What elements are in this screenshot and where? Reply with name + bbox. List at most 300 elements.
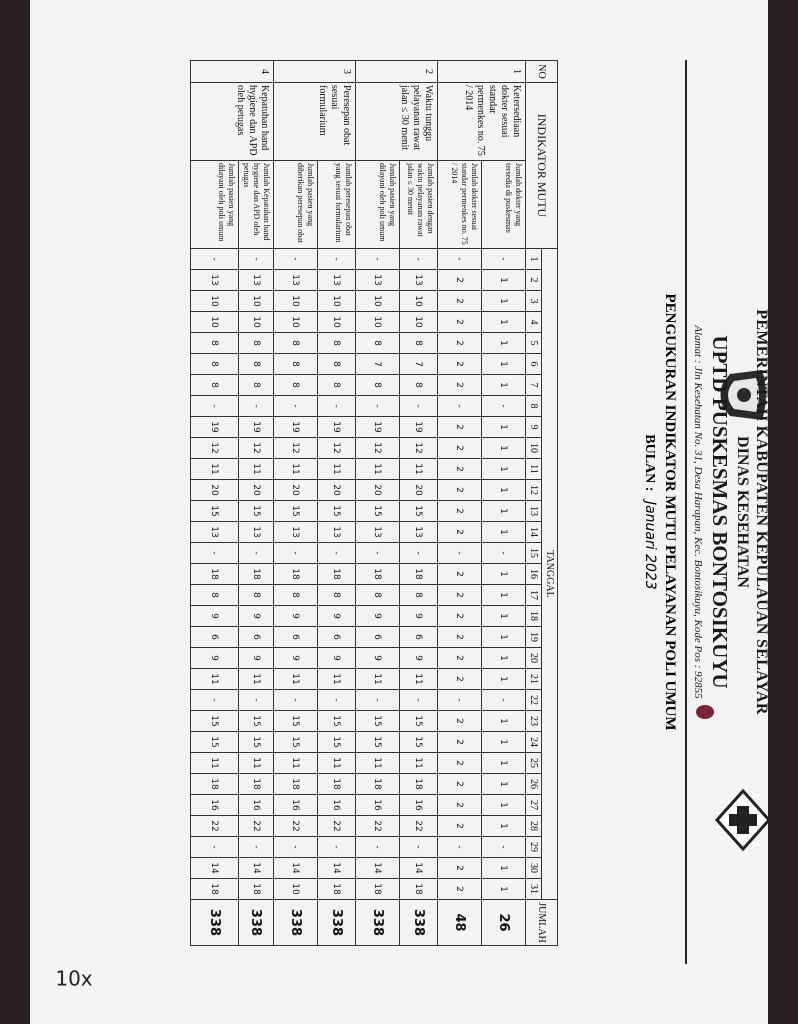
col-indikator: INDIKATOR MUTU	[526, 83, 558, 249]
day-value: -	[438, 543, 482, 564]
day-value: 8	[274, 375, 318, 396]
day-value: 8	[400, 375, 438, 396]
day-value: 15	[239, 711, 274, 732]
day-value: 18	[191, 879, 239, 900]
day-value: -	[482, 543, 526, 564]
day-value: 14	[239, 858, 274, 879]
day-value: -	[400, 837, 438, 858]
day-value: 11	[318, 459, 356, 480]
day-value: 1	[482, 438, 526, 459]
day-value: 13	[356, 522, 400, 543]
ink-spot	[696, 705, 714, 719]
day-value: 18	[318, 774, 356, 795]
table-row	[438, 61, 482, 946]
day-value: -	[318, 690, 356, 711]
row-number: 1	[438, 61, 526, 83]
day-value: 19	[239, 417, 274, 438]
day-value: 6	[191, 627, 239, 648]
day-value: 22	[274, 816, 318, 837]
day-header: 26	[526, 774, 542, 795]
day-value: 18	[239, 774, 274, 795]
day-value: 1	[482, 816, 526, 837]
day-value: 19	[274, 417, 318, 438]
day-value: 6	[318, 627, 356, 648]
day-value: 10	[274, 312, 318, 333]
day-value: 15	[191, 711, 239, 732]
day-value: 16	[318, 795, 356, 816]
day-value: 13	[318, 522, 356, 543]
day-value: 12	[191, 438, 239, 459]
quality-indicator-table	[190, 60, 558, 946]
day-value: 13	[191, 522, 239, 543]
day-value: -	[318, 837, 356, 858]
day-value: 16	[239, 795, 274, 816]
day-value: 14	[356, 858, 400, 879]
day-value: -	[274, 543, 318, 564]
day-value: 6	[400, 627, 438, 648]
day-value: 8	[318, 585, 356, 606]
day-value: 8	[400, 585, 438, 606]
day-value: 8	[318, 375, 356, 396]
day-value: 10	[356, 312, 400, 333]
day-value: 1	[482, 774, 526, 795]
day-value: 6	[356, 627, 400, 648]
day-header: 23	[526, 711, 542, 732]
day-value: 2	[438, 501, 482, 522]
day-value: -	[318, 249, 356, 270]
day-value: 7	[356, 354, 400, 375]
day-value: 2	[438, 732, 482, 753]
day-value: 11	[191, 753, 239, 774]
month-label: BULAN :	[642, 434, 657, 492]
day-value: 15	[191, 732, 239, 753]
day-header: 13	[526, 501, 542, 522]
day-value: 11	[274, 669, 318, 690]
day-header: 5	[526, 333, 542, 354]
day-value: 19	[356, 417, 400, 438]
row-total: 48	[438, 900, 482, 946]
day-value: 2	[438, 753, 482, 774]
row-total: 338	[318, 900, 356, 946]
day-value: 20	[239, 480, 274, 501]
day-value: 2	[438, 606, 482, 627]
day-value: 8	[318, 333, 356, 354]
day-header: 6	[526, 354, 542, 375]
day-value: 11	[400, 753, 438, 774]
day-value: 22	[400, 816, 438, 837]
day-header: 18	[526, 606, 542, 627]
puskesmas-name: UPTD PUSKESMAS BONTOSIKUYU	[708, 335, 732, 689]
indicator-name: Ketersediaan dokter sesuai standar permenkes no. 75 / 2014	[438, 83, 526, 161]
day-value: 20	[274, 480, 318, 501]
day-value: 2	[438, 816, 482, 837]
day-value: 1	[482, 753, 526, 774]
day-value: 11	[239, 669, 274, 690]
day-value: 6	[274, 627, 318, 648]
day-header: 28	[526, 816, 542, 837]
row-number: 3	[274, 61, 356, 83]
day-value: 9	[356, 606, 400, 627]
day-value: 2	[438, 879, 482, 900]
day-value: 16	[356, 795, 400, 816]
day-value: -	[191, 249, 239, 270]
day-header: 16	[526, 564, 542, 585]
day-header: 9	[526, 417, 542, 438]
day-value: 10	[239, 312, 274, 333]
day-value: 8	[274, 333, 318, 354]
day-value: 11	[356, 669, 400, 690]
table-row	[400, 61, 438, 946]
day-value: -	[356, 396, 400, 417]
day-value: 18	[239, 564, 274, 585]
day-value: 18	[274, 774, 318, 795]
day-value: -	[274, 396, 318, 417]
day-value: 1	[482, 270, 526, 291]
day-value: 11	[400, 459, 438, 480]
table-row	[274, 61, 318, 946]
day-value: 18	[400, 774, 438, 795]
day-value: 7	[400, 354, 438, 375]
row-total: 26	[482, 900, 526, 946]
month-line	[641, 60, 658, 964]
day-value: 18	[356, 774, 400, 795]
table-row	[482, 61, 526, 946]
day-value: 15	[239, 732, 274, 753]
day-value: 14	[274, 858, 318, 879]
month-value: Januari 2023	[642, 500, 658, 590]
day-value: 2	[438, 438, 482, 459]
day-value: 18	[318, 564, 356, 585]
day-header: 11	[526, 459, 542, 480]
day-value: 1	[482, 669, 526, 690]
day-value: 12	[356, 438, 400, 459]
day-value: 2	[438, 375, 482, 396]
day-value: -	[438, 396, 482, 417]
day-value: 8	[274, 585, 318, 606]
day-value: 9	[356, 648, 400, 669]
day-header: 17	[526, 585, 542, 606]
day-header: 31	[526, 879, 542, 900]
day-value: 15	[356, 732, 400, 753]
dept-line: DINAS KESEHATAN	[734, 436, 751, 588]
day-value: -	[482, 249, 526, 270]
day-value: 9	[318, 648, 356, 669]
indicator-name: Waktu tunggu pelayanan rawat jalan ≤ 30 menit	[356, 83, 438, 161]
day-value: 2	[438, 627, 482, 648]
day-value: 15	[356, 501, 400, 522]
col-jumlah: JUMLAH	[526, 900, 558, 946]
day-value: 19	[318, 417, 356, 438]
sub-indicator-label: Jumlah Kepatuhan hand hygiene dan APD oleh petugas	[239, 161, 274, 249]
day-value: 15	[400, 711, 438, 732]
day-value: 11	[356, 459, 400, 480]
day-value: 20	[318, 480, 356, 501]
day-value: 18	[400, 564, 438, 585]
day-value: 11	[239, 753, 274, 774]
day-value: 1	[482, 564, 526, 585]
day-value: 2	[438, 795, 482, 816]
day-value: 10	[191, 291, 239, 312]
day-value: 1	[482, 606, 526, 627]
header-rule	[685, 60, 687, 964]
day-header: 15	[526, 543, 542, 564]
day-value: 11	[318, 753, 356, 774]
day-value: 1	[482, 522, 526, 543]
day-value: 13	[191, 270, 239, 291]
indicator-name: Peresepan obat sesuai formularium	[274, 83, 356, 161]
margin-note: 10x	[55, 966, 93, 991]
day-value: 1	[482, 291, 526, 312]
day-value: 1	[482, 795, 526, 816]
day-value: 18	[191, 774, 239, 795]
day-value: 1	[482, 333, 526, 354]
day-value: -	[438, 249, 482, 270]
day-value: 1	[482, 711, 526, 732]
day-value: -	[400, 396, 438, 417]
day-value: 8	[239, 333, 274, 354]
day-value: 1	[482, 312, 526, 333]
day-value: 8	[356, 333, 400, 354]
day-value: 22	[356, 816, 400, 837]
sub-indicator-label: Jumlah pasien yang diberikan peresepan obat	[274, 161, 318, 249]
col-no: NO	[526, 61, 558, 83]
day-value: 15	[318, 501, 356, 522]
day-value: 8	[239, 585, 274, 606]
row-total: 338	[239, 900, 274, 946]
day-value: 1	[482, 417, 526, 438]
day-value: 10	[239, 291, 274, 312]
sub-indicator-label: Jumlah dokter yang tersedia di puskesmas	[482, 161, 526, 249]
day-header: 4	[526, 312, 542, 333]
day-value: 8	[239, 354, 274, 375]
sub-indicator-label: Jumlah dokter sesuai standar permenkes no. 75 / 2014	[438, 161, 482, 249]
day-value: 13	[400, 270, 438, 291]
day-value: -	[274, 690, 318, 711]
day-header: 8	[526, 396, 542, 417]
day-value: 1	[482, 732, 526, 753]
day-value: 10	[400, 312, 438, 333]
table-row	[191, 61, 239, 946]
day-value: 1	[482, 627, 526, 648]
sub-indicator-label: Jumlah peresepan obat yang sesuai formularium	[318, 161, 356, 249]
day-value: 15	[318, 732, 356, 753]
day-value: -	[318, 396, 356, 417]
row-total: 338	[191, 900, 239, 946]
day-value: 2	[438, 669, 482, 690]
table-row	[356, 61, 400, 946]
day-value: 15	[318, 711, 356, 732]
day-value: 9	[274, 606, 318, 627]
day-value: -	[191, 690, 239, 711]
day-value: -	[356, 249, 400, 270]
day-value: -	[400, 690, 438, 711]
day-value: 1	[482, 648, 526, 669]
day-value: 10	[274, 879, 318, 900]
day-value: 10	[274, 291, 318, 312]
day-value: 8	[356, 375, 400, 396]
day-value: 11	[191, 459, 239, 480]
day-value: -	[482, 837, 526, 858]
day-value: 11	[274, 459, 318, 480]
col-tanggal: TANGGAL	[542, 249, 558, 900]
day-value: 12	[239, 438, 274, 459]
day-value: 1	[482, 585, 526, 606]
day-value: 14	[318, 858, 356, 879]
day-value: 2	[438, 480, 482, 501]
day-value: 16	[400, 795, 438, 816]
document-title: PENGUKURAN INDIKATOR MUTU PELAYANAN POLI UMUM	[662, 293, 678, 731]
day-value: 20	[400, 480, 438, 501]
day-header: 3	[526, 291, 542, 312]
rotated-sheet	[30, 0, 798, 1024]
day-value: -	[239, 690, 274, 711]
day-value: 2	[438, 270, 482, 291]
day-value: 15	[274, 501, 318, 522]
day-header: 19	[526, 627, 542, 648]
day-value: 18	[191, 564, 239, 585]
day-value: 15	[400, 732, 438, 753]
day-header: 29	[526, 837, 542, 858]
day-value: 8	[274, 354, 318, 375]
day-value: 9	[400, 606, 438, 627]
day-header: 20	[526, 648, 542, 669]
day-value: -	[191, 543, 239, 564]
day-value: 12	[318, 438, 356, 459]
day-value: 8	[318, 354, 356, 375]
day-value: 8	[356, 585, 400, 606]
day-value: -	[438, 837, 482, 858]
day-value: 18	[274, 564, 318, 585]
day-value: 20	[356, 480, 400, 501]
table-row	[239, 61, 274, 946]
day-value: 19	[400, 417, 438, 438]
day-header: 12	[526, 480, 542, 501]
row-total: 338	[400, 900, 438, 946]
day-header: 21	[526, 669, 542, 690]
day-value: -	[482, 690, 526, 711]
day-value: 22	[239, 816, 274, 837]
day-header: 7	[526, 375, 542, 396]
day-value: -	[239, 249, 274, 270]
day-value: 19	[191, 417, 239, 438]
day-value: 11	[318, 669, 356, 690]
day-value: 18	[318, 879, 356, 900]
day-value: 8	[191, 333, 239, 354]
day-value: 9	[191, 606, 239, 627]
day-value: 2	[438, 333, 482, 354]
day-value: 12	[400, 438, 438, 459]
day-value: -	[356, 690, 400, 711]
day-value: 2	[438, 522, 482, 543]
row-total: 338	[356, 900, 400, 946]
day-value: -	[356, 543, 400, 564]
day-value: 11	[274, 753, 318, 774]
gov-line: PEMERINTAH KABUPATEN KEPULAUAN SELAYAR	[753, 309, 770, 715]
day-value: 18	[239, 879, 274, 900]
day-header: 24	[526, 732, 542, 753]
day-value: 15	[191, 501, 239, 522]
day-value: -	[400, 543, 438, 564]
day-value: 9	[400, 648, 438, 669]
letterhead	[618, 60, 778, 964]
day-value: 11	[191, 669, 239, 690]
day-value: -	[482, 396, 526, 417]
day-value: 15	[239, 501, 274, 522]
day-value: 22	[191, 816, 239, 837]
day-value: 15	[274, 732, 318, 753]
day-value: 2	[438, 585, 482, 606]
day-value: 14	[400, 858, 438, 879]
day-value: 2	[438, 312, 482, 333]
day-value: 13	[356, 270, 400, 291]
day-value: 15	[274, 711, 318, 732]
day-value: 10	[318, 312, 356, 333]
day-value: 1	[482, 459, 526, 480]
day-value: 13	[239, 270, 274, 291]
day-value: 9	[239, 606, 274, 627]
day-value: 22	[318, 816, 356, 837]
day-value: 18	[356, 879, 400, 900]
day-value: 2	[438, 291, 482, 312]
day-value: -	[356, 837, 400, 858]
day-value: 12	[274, 438, 318, 459]
day-header: 14	[526, 522, 542, 543]
day-value: 1	[482, 375, 526, 396]
day-value: 9	[274, 648, 318, 669]
row-number: 4	[191, 61, 274, 83]
day-value: 13	[274, 270, 318, 291]
sub-indicator-label: Jumlah pasien dengan waktu pelayanan rawat jalan ≤ 30 menit	[400, 161, 438, 249]
table-row	[318, 61, 356, 946]
day-value: 2	[438, 564, 482, 585]
day-value: 8	[400, 333, 438, 354]
day-header: 10	[526, 438, 542, 459]
day-value: -	[438, 690, 482, 711]
day-value: 1	[482, 858, 526, 879]
day-header: 25	[526, 753, 542, 774]
day-value: 13	[239, 522, 274, 543]
sub-indicator-label: Jumlah pasien yang dilayani oleh poli umum	[191, 161, 239, 249]
day-value: 10	[191, 312, 239, 333]
address-line: Alamat : Jln Kesehatan No. 31, Desa Harapan, Kec. Bontosikuyu, Kode Pos : 92855	[692, 325, 704, 699]
day-value: 9	[239, 648, 274, 669]
day-header: 1	[526, 249, 542, 270]
day-value: -	[400, 249, 438, 270]
day-value: 2	[438, 774, 482, 795]
day-value: 8	[191, 375, 239, 396]
day-value: 1	[482, 480, 526, 501]
day-value: 20	[191, 480, 239, 501]
day-value: 16	[274, 795, 318, 816]
day-value: 10	[356, 291, 400, 312]
day-value: -	[274, 837, 318, 858]
sub-indicator-label: Jumlah pasien yang dilayani oleh poli umum	[356, 161, 400, 249]
day-value: 14	[191, 858, 239, 879]
day-value: 15	[356, 711, 400, 732]
day-value: 11	[356, 753, 400, 774]
day-value: 2	[438, 354, 482, 375]
day-value: 11	[400, 669, 438, 690]
day-value: -	[274, 249, 318, 270]
row-number: 2	[356, 61, 438, 83]
indicator-name: Kepatuhan hand hygiene dan APD oleh petugas	[191, 83, 274, 161]
day-value: 11	[239, 459, 274, 480]
day-value: -	[191, 837, 239, 858]
day-value: 13	[400, 522, 438, 543]
day-header: 27	[526, 795, 542, 816]
day-value: 18	[356, 564, 400, 585]
row-total: 338	[274, 900, 318, 946]
